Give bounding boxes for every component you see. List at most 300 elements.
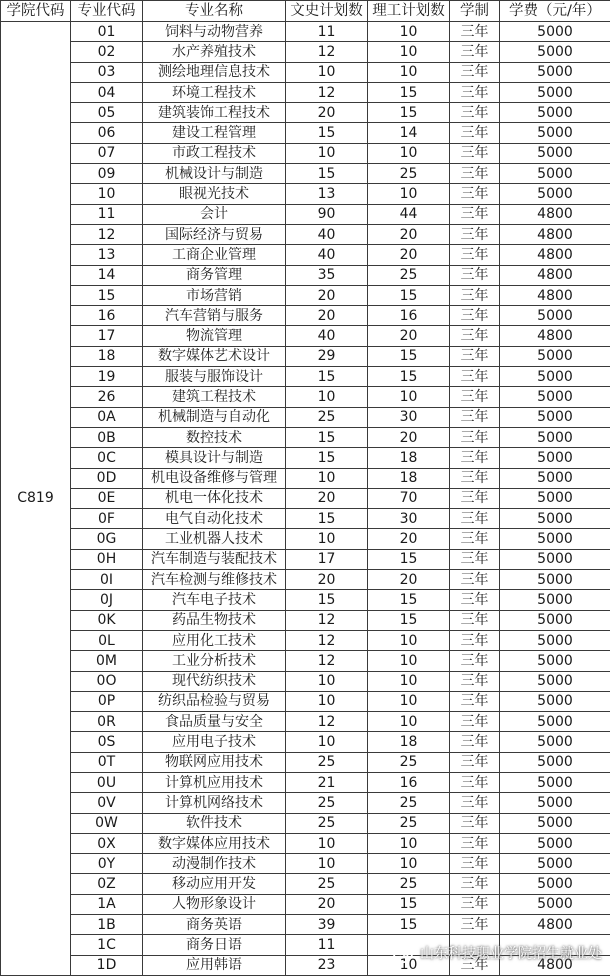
row-duration: 三年	[450, 874, 500, 894]
row-duration: 三年	[450, 630, 500, 650]
row-science-plan: 25	[368, 164, 450, 184]
row-science-plan: 16	[368, 306, 450, 326]
row-arts-plan: 20	[286, 103, 368, 123]
row-tuition: 5000	[500, 651, 610, 671]
row-arts-plan: 40	[286, 245, 368, 265]
row-science-plan: 18	[368, 448, 450, 468]
row-major-name: 服装与服饰设计	[143, 367, 286, 387]
row-duration: 三年	[450, 712, 500, 732]
row-arts-plan: 12	[286, 630, 368, 650]
row-tuition: 5000	[500, 570, 610, 590]
row-duration: 三年	[450, 42, 500, 62]
row-tuition: 5000	[500, 468, 610, 488]
row-major-code: 0Y	[71, 854, 143, 874]
row-duration: 三年	[450, 306, 500, 326]
row-science-plan: 10	[368, 854, 450, 874]
row-duration: 三年	[450, 265, 500, 285]
row-arts-plan: 15	[286, 164, 368, 184]
row-tuition: 5000	[500, 367, 610, 387]
header-college-code: 学院代码	[1, 1, 71, 22]
row-duration: 三年	[450, 671, 500, 691]
row-duration: 三年	[450, 123, 500, 143]
row-arts-plan: 12	[286, 651, 368, 671]
table-row	[1, 82, 610, 102]
row-duration: 三年	[450, 488, 500, 508]
row-major-code: 1C	[71, 935, 143, 955]
row-tuition: 5000	[500, 752, 610, 772]
row-duration: 三年	[450, 813, 500, 833]
row-duration: 三年	[450, 651, 500, 671]
row-arts-plan: 39	[286, 915, 368, 935]
row-tuition: 5000	[500, 488, 610, 508]
row-tuition: 5000	[500, 103, 610, 123]
row-major-name: 眼视光技术	[143, 184, 286, 204]
row-major-name: 建筑工程技术	[143, 387, 286, 407]
row-major-name: 纺织品检验与贸易	[143, 691, 286, 711]
row-major-name: 国际经济与贸易	[143, 224, 286, 244]
table-row	[1, 123, 610, 143]
table-row	[1, 732, 610, 752]
row-arts-plan: 12	[286, 610, 368, 630]
table-row	[1, 610, 610, 630]
row-major-code: 1D	[71, 955, 143, 975]
row-arts-plan: 12	[286, 712, 368, 732]
row-science-plan: 30	[368, 407, 450, 427]
row-major-code: 14	[71, 265, 143, 285]
row-science-plan: 10	[368, 62, 450, 82]
row-major-code: 0F	[71, 509, 143, 529]
row-arts-plan: 15	[286, 509, 368, 529]
row-science-plan: 15	[368, 915, 450, 935]
row-duration: 三年	[450, 82, 500, 102]
table-row	[1, 651, 610, 671]
row-major-code: 0O	[71, 671, 143, 691]
table-row	[1, 630, 610, 650]
row-science-plan: 15	[368, 590, 450, 610]
row-major-code: 0X	[71, 833, 143, 853]
table-row	[1, 955, 610, 975]
row-science-plan: 15	[368, 82, 450, 102]
row-tuition: 5000	[500, 123, 610, 143]
row-arts-plan: 40	[286, 326, 368, 346]
row-arts-plan: 25	[286, 793, 368, 813]
row-major-code: 15	[71, 285, 143, 305]
row-major-code: 0P	[71, 691, 143, 711]
row-tuition: 5000	[500, 691, 610, 711]
row-tuition: 5000	[500, 732, 610, 752]
row-duration: 三年	[450, 955, 500, 975]
row-major-name: 机械设计与制造	[143, 164, 286, 184]
row-arts-plan: 20	[286, 488, 368, 508]
row-tuition: 5000	[500, 509, 610, 529]
row-major-name: 市政工程技术	[143, 143, 286, 163]
row-science-plan: 25	[368, 874, 450, 894]
row-science-plan: 18	[368, 468, 450, 488]
row-arts-plan: 10	[286, 62, 368, 82]
row-major-code: 19	[71, 367, 143, 387]
row-science-plan: 14	[368, 123, 450, 143]
row-major-code: 0R	[71, 712, 143, 732]
table-row	[1, 367, 610, 387]
header-major-code: 专业代码	[71, 1, 143, 22]
row-science-plan: 15	[368, 367, 450, 387]
row-science-plan: 20	[368, 427, 450, 447]
row-science-plan: 15	[368, 285, 450, 305]
row-major-name: 汽车营销与服务	[143, 306, 286, 326]
row-science-plan: 25	[368, 813, 450, 833]
row-arts-plan: 25	[286, 407, 368, 427]
row-major-name: 移动应用开发	[143, 874, 286, 894]
row-tuition: 5000	[500, 610, 610, 630]
row-tuition: 5000	[500, 387, 610, 407]
row-major-name: 商务英语	[143, 915, 286, 935]
row-tuition: 5000	[500, 894, 610, 914]
row-arts-plan: 15	[286, 448, 368, 468]
row-major-code: 0K	[71, 610, 143, 630]
header-major-name: 专业名称	[143, 1, 286, 22]
row-tuition: 5000	[500, 671, 610, 691]
row-major-code: 04	[71, 82, 143, 102]
row-major-name: 机电设备维修与管理	[143, 468, 286, 488]
row-arts-plan: 11	[286, 935, 368, 955]
table-row	[1, 509, 610, 529]
row-major-code: 0H	[71, 549, 143, 569]
row-duration: 三年	[450, 204, 500, 224]
row-arts-plan: 25	[286, 874, 368, 894]
row-major-code: 0U	[71, 772, 143, 792]
row-major-name: 工业分析技术	[143, 651, 286, 671]
row-major-code: 0G	[71, 529, 143, 549]
row-science-plan: 10	[368, 387, 450, 407]
row-major-name: 汽车检测与维修技术	[143, 570, 286, 590]
row-major-name: 汽车制造与装配技术	[143, 549, 286, 569]
row-tuition: 5000	[500, 22, 610, 42]
row-duration: 三年	[450, 468, 500, 488]
row-tuition: 5000	[500, 874, 610, 894]
row-major-code: 07	[71, 143, 143, 163]
table-row	[1, 143, 610, 163]
table-row	[1, 164, 610, 184]
row-tuition: 5000	[500, 407, 610, 427]
table-row	[1, 448, 610, 468]
row-science-plan: 70	[368, 488, 450, 508]
row-tuition: 5000	[500, 772, 610, 792]
row-science-plan: 15	[368, 346, 450, 366]
row-duration: 三年	[450, 285, 500, 305]
row-science-plan	[368, 935, 450, 955]
row-duration: 三年	[450, 184, 500, 204]
row-science-plan: 20	[368, 224, 450, 244]
row-major-code: 16	[71, 306, 143, 326]
row-major-name: 数控技术	[143, 427, 286, 447]
row-major-name: 计算机应用技术	[143, 772, 286, 792]
row-arts-plan: 10	[286, 671, 368, 691]
table-row	[1, 752, 610, 772]
row-arts-plan: 10	[286, 468, 368, 488]
row-arts-plan: 40	[286, 224, 368, 244]
row-major-code: 10	[71, 184, 143, 204]
row-science-plan: 25	[368, 265, 450, 285]
table-row	[1, 915, 610, 935]
table-row	[1, 691, 610, 711]
row-major-code: 0D	[71, 468, 143, 488]
row-arts-plan: 17	[286, 549, 368, 569]
table-row	[1, 468, 610, 488]
row-arts-plan: 90	[286, 204, 368, 224]
table-row	[1, 894, 610, 914]
row-major-name: 药品生物技术	[143, 610, 286, 630]
table-row	[1, 874, 610, 894]
table-row	[1, 833, 610, 853]
row-tuition: 5000	[500, 712, 610, 732]
row-tuition: 4800	[500, 285, 610, 305]
row-tuition: 5000	[500, 854, 610, 874]
row-duration	[450, 935, 500, 955]
row-arts-plan: 13	[286, 184, 368, 204]
table-row	[1, 488, 610, 508]
table-row	[1, 346, 610, 366]
row-science-plan: 10	[368, 691, 450, 711]
row-major-name: 会计	[143, 204, 286, 224]
row-tuition: 5000	[500, 184, 610, 204]
row-duration: 三年	[450, 691, 500, 711]
row-tuition	[500, 935, 610, 955]
row-arts-plan: 11	[286, 22, 368, 42]
row-tuition: 4800	[500, 224, 610, 244]
row-tuition: 5000	[500, 833, 610, 853]
row-major-name: 工商企业管理	[143, 245, 286, 265]
row-major-name: 应用电子技术	[143, 732, 286, 752]
row-science-plan: 20	[368, 570, 450, 590]
row-major-code: 0J	[71, 590, 143, 610]
row-science-plan: 10	[368, 630, 450, 650]
row-science-plan: 18	[368, 732, 450, 752]
row-duration: 三年	[450, 22, 500, 42]
row-major-code: 0S	[71, 732, 143, 752]
table-row	[1, 590, 610, 610]
row-tuition: 5000	[500, 448, 610, 468]
row-tuition: 5000	[500, 306, 610, 326]
row-duration: 三年	[450, 732, 500, 752]
row-major-code: 0E	[71, 488, 143, 508]
row-arts-plan: 20	[286, 894, 368, 914]
row-arts-plan: 23	[286, 955, 368, 975]
table-row	[1, 245, 610, 265]
table-row	[1, 854, 610, 874]
row-science-plan: 10	[368, 833, 450, 853]
row-arts-plan: 15	[286, 367, 368, 387]
table-row	[1, 285, 610, 305]
row-duration: 三年	[450, 529, 500, 549]
row-major-code: 01	[71, 22, 143, 42]
header-duration: 学制	[450, 1, 500, 22]
row-major-code: 02	[71, 42, 143, 62]
table-row	[1, 103, 610, 123]
row-major-code: 13	[71, 245, 143, 265]
row-duration: 三年	[450, 752, 500, 772]
header-row	[1, 1, 610, 22]
header-tuition: 学费（元/年）	[500, 1, 610, 22]
row-major-name: 饲料与动物营养	[143, 22, 286, 42]
row-major-name: 环境工程技术	[143, 82, 286, 102]
row-major-name: 市场营销	[143, 285, 286, 305]
table-row	[1, 62, 610, 82]
row-science-plan: 16	[368, 772, 450, 792]
row-tuition: 4800	[500, 265, 610, 285]
college-code-cell: C819	[1, 22, 71, 976]
row-major-code: 05	[71, 103, 143, 123]
row-science-plan: 20	[368, 326, 450, 346]
row-science-plan: 20	[368, 245, 450, 265]
row-tuition: 5000	[500, 590, 610, 610]
row-tuition: 5000	[500, 793, 610, 813]
table-row	[1, 772, 610, 792]
row-major-name: 商务日语	[143, 935, 286, 955]
table-row	[1, 549, 610, 569]
row-duration: 三年	[450, 367, 500, 387]
row-duration: 三年	[450, 326, 500, 346]
row-major-name: 物流管理	[143, 326, 286, 346]
row-arts-plan: 15	[286, 123, 368, 143]
row-tuition: 5000	[500, 82, 610, 102]
row-duration: 三年	[450, 833, 500, 853]
row-duration: 三年	[450, 407, 500, 427]
row-tuition: 5000	[500, 346, 610, 366]
row-duration: 三年	[450, 772, 500, 792]
row-tuition: 4800	[500, 915, 610, 935]
row-major-name: 机械制造与自动化	[143, 407, 286, 427]
row-major-name: 工业机器人技术	[143, 529, 286, 549]
row-arts-plan: 20	[286, 570, 368, 590]
row-duration: 三年	[450, 143, 500, 163]
row-major-name: 软件技术	[143, 813, 286, 833]
row-arts-plan: 21	[286, 772, 368, 792]
row-duration: 三年	[450, 590, 500, 610]
row-tuition: 5000	[500, 143, 610, 163]
row-tuition: 5000	[500, 529, 610, 549]
header-arts-plan: 文史计划数	[286, 1, 368, 22]
table-row	[1, 306, 610, 326]
row-duration: 三年	[450, 509, 500, 529]
row-science-plan: 15	[368, 103, 450, 123]
row-duration: 三年	[450, 570, 500, 590]
row-tuition: 4800	[500, 204, 610, 224]
row-tuition: 4800	[500, 245, 610, 265]
row-arts-plan: 10	[286, 854, 368, 874]
row-major-code: 0T	[71, 752, 143, 772]
row-science-plan: 10	[368, 42, 450, 62]
row-duration: 三年	[450, 387, 500, 407]
row-major-name: 现代纺织技术	[143, 671, 286, 691]
row-science-plan: 10	[368, 651, 450, 671]
row-arts-plan: 10	[286, 387, 368, 407]
row-major-code: 18	[71, 346, 143, 366]
row-arts-plan: 10	[286, 691, 368, 711]
row-major-name: 机电一体化技术	[143, 488, 286, 508]
row-major-name: 应用韩语	[143, 955, 286, 975]
row-major-code: 0L	[71, 630, 143, 650]
row-arts-plan: 15	[286, 590, 368, 610]
table-row	[1, 427, 610, 447]
row-tuition: 4800	[500, 955, 610, 975]
table-row	[1, 224, 610, 244]
row-duration: 三年	[450, 793, 500, 813]
row-duration: 三年	[450, 62, 500, 82]
row-tuition: 5000	[500, 42, 610, 62]
row-major-name: 建筑装饰工程技术	[143, 103, 286, 123]
row-major-name: 模具设计与制造	[143, 448, 286, 468]
row-major-code: 0A	[71, 407, 143, 427]
row-tuition: 4800	[500, 326, 610, 346]
row-major-name: 商务管理	[143, 265, 286, 285]
row-science-plan: 20	[368, 529, 450, 549]
row-science-plan: 15	[368, 549, 450, 569]
row-major-name: 水产养殖技术	[143, 42, 286, 62]
row-arts-plan: 20	[286, 306, 368, 326]
row-major-code: 17	[71, 326, 143, 346]
row-major-code: 0B	[71, 427, 143, 447]
table-row	[1, 184, 610, 204]
row-science-plan: 25	[368, 752, 450, 772]
row-duration: 三年	[450, 103, 500, 123]
row-major-code: 0V	[71, 793, 143, 813]
row-major-code: 06	[71, 123, 143, 143]
row-major-name: 电气自动化技术	[143, 509, 286, 529]
row-major-name: 食品质量与安全	[143, 712, 286, 732]
row-duration: 三年	[450, 915, 500, 935]
row-arts-plan: 15	[286, 427, 368, 447]
table-row	[1, 793, 610, 813]
row-major-code: 0Z	[71, 874, 143, 894]
watermark-text: 山东科技职业学院招生就业处	[420, 946, 602, 962]
row-duration: 三年	[450, 448, 500, 468]
row-major-code: 1B	[71, 915, 143, 935]
table-row	[1, 529, 610, 549]
row-science-plan: 25	[368, 793, 450, 813]
table-row	[1, 42, 610, 62]
table-row	[1, 671, 610, 691]
row-arts-plan: 10	[286, 833, 368, 853]
row-major-name: 物联网应用技术	[143, 752, 286, 772]
row-duration: 三年	[450, 854, 500, 874]
row-arts-plan: 20	[286, 285, 368, 305]
row-tuition: 5000	[500, 62, 610, 82]
row-tuition: 5000	[500, 549, 610, 569]
table-row	[1, 387, 610, 407]
row-science-plan: 15	[368, 610, 450, 630]
table-row	[1, 22, 610, 42]
row-arts-plan: 25	[286, 813, 368, 833]
row-major-code: 0W	[71, 813, 143, 833]
row-arts-plan: 10	[286, 529, 368, 549]
table-row	[1, 570, 610, 590]
row-tuition: 5000	[500, 813, 610, 833]
row-science-plan: 30	[368, 509, 450, 529]
table-row	[1, 712, 610, 732]
row-major-code: 03	[71, 62, 143, 82]
row-major-code: 0I	[71, 570, 143, 590]
row-arts-plan: 10	[286, 143, 368, 163]
row-major-name: 测绘地理信息技术	[143, 62, 286, 82]
header-science-plan: 理工计划数	[368, 1, 450, 22]
row-major-code: 0C	[71, 448, 143, 468]
row-science-plan: 10	[368, 22, 450, 42]
row-major-code: 11	[71, 204, 143, 224]
row-science-plan: 44	[368, 204, 450, 224]
row-duration: 三年	[450, 346, 500, 366]
row-tuition: 5000	[500, 164, 610, 184]
row-science-plan: 10	[368, 712, 450, 732]
